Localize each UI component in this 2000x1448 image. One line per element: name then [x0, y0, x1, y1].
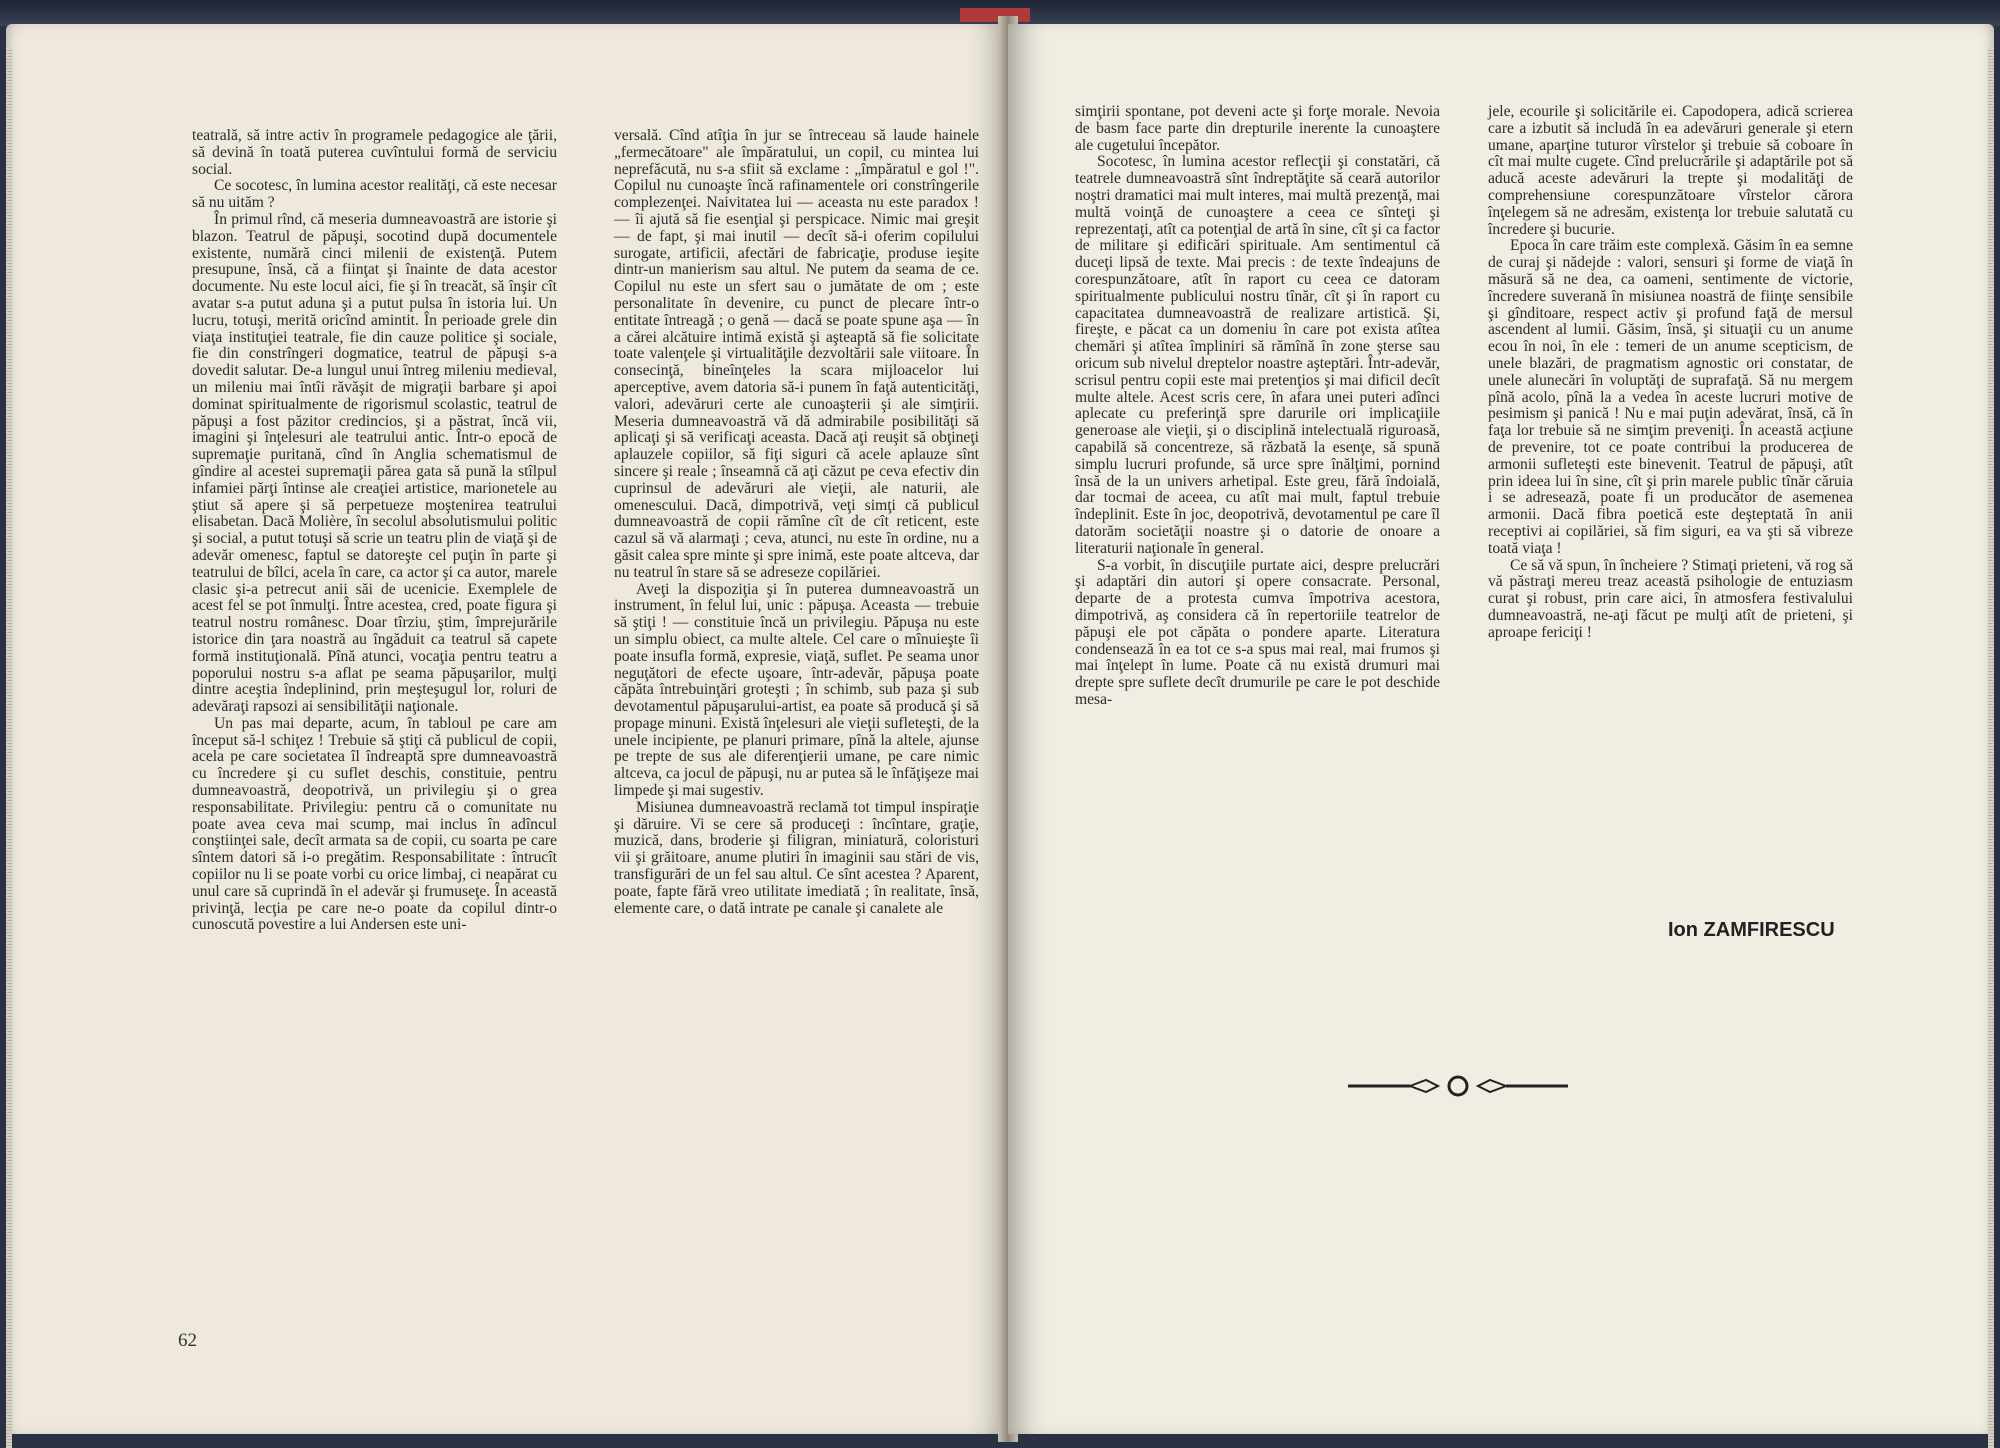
paragraph: Socotesc, în lumina acestor reflecţii şi constatări, că teatrele dumneavoastră sînt îndreptăţite să ceară autorilor noştri dramatici mai mult interes, mai multă prezenţă, mai multă voinţă de cunoaştere a ceea ce sînteţi şi reprezentaţi, atît ca potenţial de artă în sine, cît şi ca factor de militare şi edificări spirituale. Am sentimentul că duceţi lipsă de texte. Mai precis : de texte îndeajuns de corespunzătoare, atît în raport cu ceea ce datoram spiritualmente publicului nostru tînăr, cît şi în raport cu capacitatea dumneavoastră de realizare artistică. Şi, fireşte, e păcat ca un domeniu în care pot exista atîtea chemări şi atîtea împliniri să rămînă în zone şterse sau oricum sub nivelul dreptelor noastre aşteptări. Într-adevăr, scrisul pentru copii este mai pretenţios şi mai dificil decît multe altele. Acest scris cere, în afara unei puteri adînci aplecate cu preferinţă spre darurile ori implicaţiile generoase ale vieţii, şi o disciplină intelectuală riguroasă, capabilă să concentreze, să răzbată la esenţe, să spună simplu lucruri profunde, să urce spre înălţimi, pornind însă de la un univers arhetipal. Este greu, fără îndoială, dar tocmai de aceea, cu atît mai mult, faptul trebuie îndeplinit. Este în joc, deopotrivă, devotamentul pe care îl datorăm societăţii noastre şi o datorie de onoare a literaturii naţionale în general. [1075, 153, 1440, 557]
paragraph: Ce să vă spun, în încheiere ? Stimaţi prieteni, vă rog să vă păstraţi mereu treaz această psihologie de entuziasm curat şi robust, prin care aici, în atmosfera festivalului dumneavoastră, ne-aţi făcut pe mulţi atît de prieteni, şi aproape fericiţi ! [1488, 556, 1853, 641]
paragraph: jele, ecourile şi solicitările ei. Capodopera, adică scrierea care a izbutit să includă în ea adevăruri generale şi etern umane, aparţine tuturor vîrstelor şi trebuie să coboare în cît mai multe cugete. Cînd prelucrările şi adaptările pot să aducă aceste adevăruri la trepte şi modalităţi de comprehensiune corespunzătoare vîrstelor cărora înţelegem să ne adresăm, existenţa lor trebuie salutată cu încredere şi bucurie. [1488, 103, 1853, 238]
paragraph: Un pas mai departe, acum, în tabloul pe care am început să-l schiţez ! Trebuie să ştiţi că publicul de copii, acela pe care societatea îl îndreaptă spre dumneavoastră cu încredere şi cu suflet deschis, constituie, pentru dumneavoastră, deopotrivă, un privilegiu şi o grea responsabilitate. Privilegiu: pentru că o comunitate nu poate avea ceva mai scump, mai inclus în adîncul conştiinţei sale, decît armata sa de copii, cu soarta pe care sîntem datori să i-o pregătim. Responsabilitate : întrucît copiilor nu li se poate vorbi cu orice limbaj, ci neapărat cu unul care să cuprindă în el adevăr şi frumuseţe. În această privinţă, lecţia pe care ne-o poate da copilul dintr-o cunoscută povestire a lui Andersen este uni- [192, 714, 557, 934]
ornament-circle [1449, 1077, 1467, 1095]
right-column-1 [1075, 104, 1440, 709]
page-number: 62 [178, 1330, 197, 1351]
author-signature: Ion ZAMFIRESCU [1668, 919, 1835, 941]
paragraph: Misiunea dumneavoastră reclamă tot timpul inspiraţie şi dăruire. Vi se cere să produceţi : încîntare, graţie, muzică, dans, broderie şi filigran, miniatură, coloristuri vii şi grăitoare, anume plutiri în imaginii sau stări de vis, transfigurări de un fel sau altul. Ce sînt acestea ? Aparent, poate, fapte fără vreo utilitate imediată ; în realitate, însă, elemente care, o dată intrate pe canale şi canalete ale [614, 798, 979, 917]
end-ornament [1348, 1068, 1568, 1104]
paragraph: simţirii spontane, pot deveni acte şi forţe morale. Nevoia de basm face parte din drepturile inerente la cunoaştere ale cugetului începător. [1075, 103, 1440, 154]
open-book [6, 16, 1994, 1448]
right-column-2 [1488, 104, 1853, 642]
ornament-arrow-right [1478, 1080, 1506, 1092]
right-page [1008, 24, 1994, 1434]
paragraph: În primul rînd, că meseria dumneavoastră are istorie şi blazon. Teatrul de păpuşi, socotind după documentele existente, numără cinci milenii de existenţă. Putem presupune, însă, că a fiinţat şi înainte de data acestor documente. Nu este locul aici, fie şi în treacăt, să înşir cît avatar s-a putut aduna şi a putut pulsa în istoria lui. Un lucru, totuşi, merită oricînd amintit. În perioade grele din viaţa instituţiei teatrale, fie din cauze politice şi sociale, fie din constrîngeri dogmatice, teatrul de păpuşi s-a dovedit salutar. De-a lungul unui întreg mileniu medieval, un mileniu mai întîi răvăşit de migraţii barbare şi apoi dominat spiritualmente de rigorismul scolastic, teatrul de păpuşi a fost păzitor credincios, şi a păstrat, încă vii, imagini şi înţelesuri ale teatrului antic. Într-o epocă de supremaţie puritană, cînd în Anglia schematismul de gîndire al acestei supremaţii părea gata să pună la stîlpul infamiei părţi întinse ale creaţiei artistice, marionetele au ştiut să apere şi să perpetueze moştenirea teatrului elisabetan. Dacă Molière, în secolul absolutismului politic şi social, a putut totuşi să scrie un teatru plin de viaţă şi de adevăr omenesc, faptul se datoreşte cel puţin în parte şi teatrului de bîlci, acela în care, ca actor şi ca autor, marele clasic şi-a petrecut anii săi de ucenicie. Exemplele de acest fel se pot înmulţi. Între acestea, cred, poate figura şi teatrul nostru românesc. Doar tîrziu, ştim, împrejurările istorice din ţara noastră au îngăduit ca teatrul să capete formă instituţională. Pînă atunci, vocaţia pentru teatru a poporului nostru s-a aflat pe seama păpuşarilor, mulţi dintre aceştia îndeplinind, prin meşteşugul lor, roluri de adevăraţi rapsozi ai sensibilităţii naţionale. [192, 210, 557, 716]
left-column-2 [614, 128, 979, 917]
left-page-edge [6, 48, 12, 1448]
right-page-edge [1988, 48, 1994, 1448]
paragraph: Epoca în care trăim este complexă. Găsim în ea semne de curaj şi nădejde : valori, sensuri şi forme de viaţă în măsură să ne dea, ca oameni, sentimente de victorie, încredere suverană în misiunea noastră de fiinţe sensibile şi gînditoare, respect activ şi profund faţă de mersul ascendent al lumii. Găsim, însă, şi situaţii cu un anume ecou în noi, în ele : temeri de un anume scepticism, de unele blazări, de pragmatism agnostic ori constatar, de unele alunecări în voluptăţi de suprafaţă. Să nu mergem pînă acolo, pînă la a vedea în aceste lucruri motive de pesimism şi panică ! Nu e mai puţin adevărat, însă, că în faţa lor trebuie să ne simţim preveniţi. În această acţiune de prevenire, tot ce poate contribui la producerea de armonii sufleteşti este binevenit. Teatrul de păpuşi, atît prin ideea lui în sine, cît şi prin marele public tînăr căruia i se adresează, poate fi un producător de asemenea armonii. Dacă fibra poetică este deşteptată în anii receptivi ai copilăriei, să fim siguri, ea va şti să vibreze toată viaţa ! [1488, 237, 1853, 557]
left-column-1 [192, 128, 557, 934]
ornament-arrow-left [1410, 1080, 1438, 1092]
paragraph: teatrală, să intre activ în programele pedagogice ale ţării, să devină în toată puterea cuvîntului formă de serviciu social. [192, 127, 557, 178]
paragraph: S-a vorbit, în discuţiile purtate aici, despre prelucrări şi adaptări din autori şi opere consacrate. Personal, departe de a protesta cumva împotriva acestora, dimpotrivă, aş considera că în repertoriile teatrelor de păpuşi ele pot căpăta o pondere aparte. Literatura condensează în ea tot ce s-a spus mai real, mai frumos şi mai înţelept în lume. Poate că nu există drumuri mai drepte spre suflete decît drumurile pe care le pot deschide mesa- [1075, 556, 1440, 708]
paragraph: versală. Cînd atîţia în jur se întreceau să laude hainele „fermecătoare" ale împăratului, un copil, cu mintea lui neprefăcută, nu s-a sfiit să exclame : „împăratul e gol !". Copilul nu cunoaşte încă rafinamentele ori constrîngerile complezenţei. Naivitatea lui — aceasta nu este paradox ! — îi ajută să fie esenţial şi perspicace. Nimic mai greşit — de fapt, şi mai inutil — decît să-i oferim copilului surogate, artificii, afectări de fabricaţie, produse ieşite dintr-un manierism sau altul. Ne putem da seama de ce. Copilul nu este un sfert sau o jumătate de om ; este personalitate în devenire, cu punct de plecare într-o entitate întreagă ; o genă — dacă se poate spune aşa — în a cărei alcătuire intimă există şi aşteaptă să fie solicitate toate valenţele şi virtualităţile dezvoltării sale viitoare. În consecinţă, bineînţeles la scara mijloacelor lui aperceptive, avem datoria să-i punem în faţă autenticităţi, valori, adevăruri certe ale cunoaşterii şi ale simţirii. Meseria dumneavoastră vă dă admirabile posibilităţi să aplicaţi şi să verificaţi aceasta. Dacă aţi reuşit să obţineţi aplauzele copiilor, să fiţi siguri că acele aplauze sînt sincere şi reale ; înseamnă că aţi căzut pe ceva efectiv din cuprinsul de adevăruri ale vieţii, ale naturii, ale omenescului. Dacă, dimpotrivă, veţi simţi că publicul dumneavoastră de copii rămîne cît de cît reticent, este cazul să vă alarmaţi ; ceva, atunci, nu este în ordine, nu a găsit calea spre minte şi spre inimă, este poate altceva, dar nu teatrul în stare să se adreseze copilăriei. [614, 127, 979, 581]
paragraph: Ce socotesc, în lumina acestor realităţi, că este necesar să nu uităm ? [192, 177, 557, 212]
left-page [6, 24, 1008, 1434]
paragraph: Aveţi la dispoziţia şi în puterea dumneavoastră un instrument, în felul lui, unic : păpuşa. Aceasta — trebuie să ştiţi ! — constituie încă un privilegiu. Păpuşa nu este un simplu obiect, ca multe altele. Cel care o mînuieşte îi poate insufla formă, expresie, viaţă, suflet. Pe seama unor neguţători de efecte uşoare, într-adevăr, păpuşa poate căpăta întrebuinţări groteşti ; în schimb, sub paza şi sub devotamentul păpuşarului-artist, ea poate să producă şi să propage minuni. Există înţelesuri ale vieţii sufleteşti, de la unele incipiente, pe planuri primare, pînă la altele, ajunse pe trepte de sus ale diferenţierii umane, pe care nimic altceva, ca jocul de păpuşi, nu ar putea să le înfăţişeze mai limpede şi mai sugestiv. [614, 580, 979, 800]
